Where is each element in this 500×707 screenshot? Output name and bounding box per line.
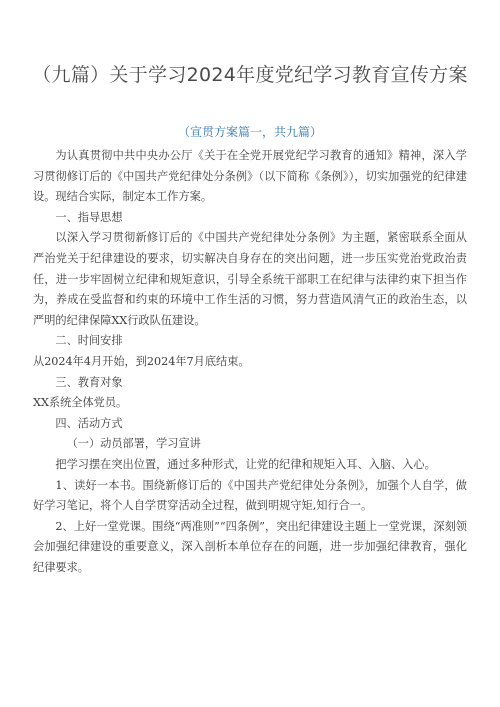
document-title: （九篇）关于学习2024年度党纪学习教育宣传方案 [32, 64, 468, 86]
audience-paragraph: XX系统全体党员。 [33, 396, 128, 410]
item-read-book-paragraph: 1、读好一本书。围绕新修订后的《中国共产党纪律处分条例》，加强个人自学，做好学习笔记，将个人自学贯穿活动全过程，做到明规守矩,知行合一。 [33, 478, 467, 513]
section-heading-audience: 三、教育对象 [55, 375, 123, 389]
schedule-paragraph: 从2024年4月开始，到2024年7月底结束。 [33, 354, 250, 368]
guiding-ideology-paragraph: 以深入学习贯彻新修订后的《中国共产党纪律处分条例》为主题，紧密联系全面从严治党关于纪律建设的要求，切实解决自身存在的突出问题，进一步压实党治党政治责任，进一步牢固树立纪律和规矩意识，引导全系统干部职工在纪律与法律约束下担当作为，养成在受监督和约束的环境中工作生活的习惯，努力营造风清气正的政治生态，以严明的纪律保障XX行政队伍建设。 [33, 231, 467, 327]
item-party-lesson-paragraph: 2、上好一堂党课。围绕“两准则”“四条例”，突出纪律建设主题上一堂党课，深刻领会加强纪律建设的重要意义，深入剖析本单位存在的问题，进一步加强纪律教育，强化纪律要求。 [33, 519, 467, 574]
document-subtitle: （宣贯方案篇一，共九篇） [177, 125, 322, 139]
section-heading-activities: 四、活动方式 [55, 416, 123, 430]
section-heading-guiding-ideology: 一、指导思想 [55, 210, 123, 224]
mobilization-paragraph: 把学习摆在突出位置，通过多种形式，让党的纪律和规矩入耳、入脑、入心。 [55, 457, 436, 471]
subsection-heading-mobilization: （一）动员部署，学习宣讲 [66, 437, 201, 451]
document-body [33, 146, 467, 578]
section-heading-schedule: 二、时间安排 [55, 334, 123, 348]
intro-paragraph: 为认真贯彻中共中央办公厅《关于在全党开展党纪学习教育的通知》精神，深入学习贯彻修订后的《中国共产党纪律处分条例》（以下简称《条例》），切实加强党的纪律建设。现结合实际，制定本工作方案。 [33, 149, 467, 204]
